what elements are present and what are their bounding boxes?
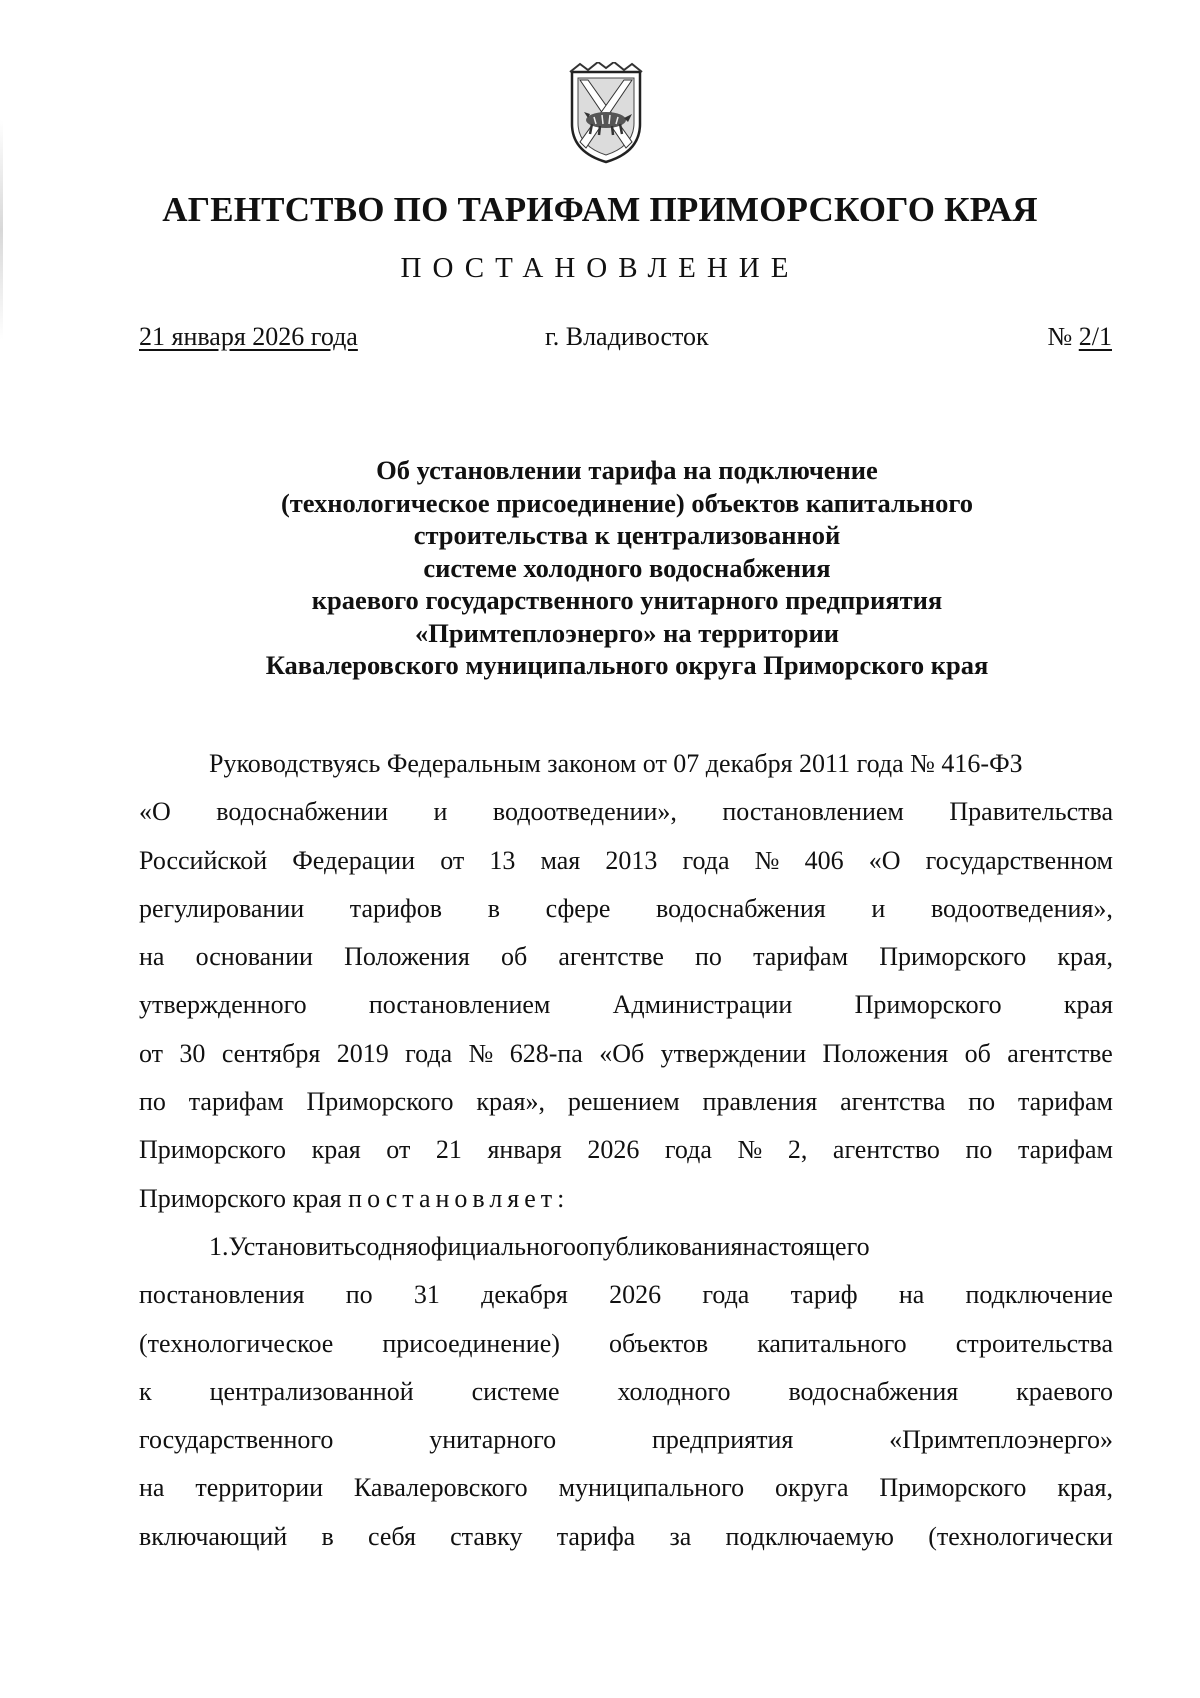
coat-of-arms-emblem (566, 62, 646, 166)
word: подключение (965, 1280, 1113, 1310)
word: Администрации (612, 990, 793, 1020)
word: муниципального (558, 1473, 745, 1503)
word: января (487, 1135, 562, 1165)
word: водоснабжения (656, 893, 826, 923)
word: по (695, 942, 722, 972)
word: края (311, 1135, 361, 1165)
word: края», (476, 1087, 545, 1117)
word: постановлением (722, 797, 904, 827)
word: водоотведении», (492, 797, 677, 827)
word: государственного (139, 1425, 334, 1455)
word: решением (567, 1087, 680, 1117)
word: от (139, 1038, 164, 1068)
subject-line: (технологическое присоединение) объектов капитального (280, 487, 974, 518)
word: Кавалеровского (353, 1473, 528, 1503)
word: от (386, 1135, 411, 1165)
word: себя (367, 1521, 416, 1551)
document-city: г. Владивосток (545, 322, 709, 351)
word: Приморского (879, 942, 1027, 972)
word: присоединение) (382, 1328, 560, 1358)
word: водоотведения», (930, 893, 1113, 923)
word: 31 (413, 1280, 440, 1310)
word: Приморского (306, 1087, 454, 1117)
word: Приморского (854, 990, 1002, 1020)
word: подключаемую (725, 1521, 894, 1551)
word: за (669, 1521, 692, 1551)
word: краевого (1016, 1376, 1113, 1406)
word: года (664, 1135, 712, 1165)
word: года (405, 1038, 453, 1068)
word: 1. (209, 1231, 229, 1261)
word: постановления (139, 1280, 305, 1310)
word: на (139, 942, 165, 972)
item1-line (139, 1223, 1113, 1271)
agency-title: АГЕНТСТВО ПО ТАРИФАМ ПРИМОРСКОГО КРАЯ (162, 190, 1038, 229)
word: мая (540, 845, 581, 875)
subject-line: краевого государственного унитарного предприятия (311, 585, 943, 615)
word: агентство (832, 1135, 940, 1165)
word: холодного (617, 1376, 731, 1406)
word: по (965, 1135, 993, 1165)
word: Установить (228, 1231, 355, 1261)
word: тарифам (188, 1087, 284, 1117)
word: тарифам (1017, 1087, 1113, 1117)
word: 2019 (336, 1038, 389, 1068)
word: официального (417, 1231, 576, 1261)
preamble-line (139, 981, 1113, 1029)
word: № (754, 845, 780, 875)
word: тарифам (753, 942, 849, 972)
word: агентстве (1007, 1038, 1113, 1068)
subject-line: Кавалеровского муниципального округа Приморского края (265, 650, 989, 680)
preamble-line (139, 1078, 1113, 1126)
word: по (139, 1087, 166, 1117)
word: включающий (139, 1521, 288, 1551)
word: 406 (804, 845, 844, 875)
word: декабря (481, 1280, 568, 1310)
resolve-word: постановляет: (348, 1183, 570, 1213)
item1-line (139, 1513, 1113, 1561)
word: утвержденного (139, 990, 307, 1020)
preamble-line: Руководствуясь Федеральным законом от 07 декабря 2011 года № 416-ФЗ (209, 749, 1023, 778)
word: 2013 (605, 845, 658, 875)
word: 2026 (609, 1280, 662, 1310)
word: 2026 (587, 1135, 640, 1165)
preamble-line (139, 933, 1113, 981)
word: строительства (955, 1328, 1113, 1358)
resolve-prefix: Приморского края (139, 1183, 342, 1213)
word: Правительства (949, 797, 1113, 827)
word: опубликования (575, 1231, 743, 1261)
word: 13 (489, 845, 516, 875)
word: от (440, 845, 465, 875)
word: 30 (179, 1038, 206, 1068)
word: основании (195, 942, 313, 972)
preamble-line (139, 1126, 1113, 1174)
preamble-line (139, 1030, 1113, 1078)
word: сентября (221, 1038, 321, 1068)
word: округа (775, 1473, 849, 1503)
word: 2, (787, 1135, 808, 1165)
item1-line (139, 1368, 1113, 1416)
preamble-line (139, 885, 1113, 933)
word: об (964, 1038, 991, 1068)
resolve-line (139, 1175, 1113, 1223)
number-value: 2/1 (1078, 322, 1112, 351)
word: 21 (435, 1135, 462, 1165)
item1-line (139, 1271, 1113, 1319)
document-type: ПОСТАНОВЛЕНИЕ (400, 252, 800, 284)
word: постановлением (368, 990, 551, 1020)
word: настоящего (742, 1231, 870, 1261)
word: территории (195, 1473, 324, 1503)
word: ставку (450, 1521, 523, 1551)
word: агентстве (558, 942, 664, 972)
word: Федерации (292, 845, 416, 875)
word: государственном (925, 845, 1113, 875)
item1-line (139, 1320, 1113, 1368)
word: тарифа (556, 1521, 636, 1551)
word: № (468, 1038, 494, 1068)
word: «Примтеплоэнерго» (889, 1425, 1113, 1455)
word: «Об (599, 1038, 645, 1068)
word: регулировании (139, 893, 305, 923)
word: года (702, 1280, 750, 1310)
word: № (737, 1135, 763, 1165)
word: тарифов (349, 893, 443, 923)
number-sign: № (1047, 322, 1073, 351)
scan-edge (0, 120, 3, 340)
word: в (321, 1521, 334, 1551)
word: Приморского (879, 1473, 1027, 1503)
word: в (487, 893, 500, 923)
word: водоснабжения (788, 1376, 959, 1406)
item1-line (139, 1416, 1113, 1464)
word: водоснабжении (216, 797, 388, 827)
word: Российской (139, 845, 268, 875)
word: (технологически (928, 1521, 1113, 1551)
word: об (500, 942, 528, 972)
word: края, (1057, 1473, 1113, 1503)
word: капитального (757, 1328, 907, 1358)
word: «О (868, 845, 901, 875)
word: централизованной (209, 1376, 414, 1406)
word: правления (702, 1087, 818, 1117)
document-subject (140, 454, 1114, 682)
word: и (433, 797, 448, 827)
document-body (139, 740, 1113, 1561)
word: тарифам (1017, 1135, 1113, 1165)
word: Приморского (139, 1135, 287, 1165)
word: со (354, 1231, 379, 1261)
document-number (1047, 322, 1112, 352)
item1-line (139, 1464, 1113, 1512)
word: на (139, 1473, 165, 1503)
word: по (968, 1087, 996, 1117)
preamble-line (139, 788, 1113, 836)
word: тариф (790, 1280, 858, 1310)
word: края, (1057, 942, 1113, 972)
word: дня (378, 1231, 418, 1261)
document-date: 21 января 2026 года (139, 322, 358, 351)
word: агентства (840, 1087, 946, 1117)
word: сфере (545, 893, 611, 923)
word: унитарного (429, 1425, 557, 1455)
word: на (898, 1280, 925, 1310)
word: «О (139, 797, 171, 827)
word: 628-па (509, 1038, 583, 1068)
word: утверждении (660, 1038, 807, 1068)
word: к (139, 1376, 152, 1406)
word: системе (471, 1376, 560, 1406)
word: предприятия (651, 1425, 794, 1455)
word: и (871, 893, 886, 923)
subject-line: «Примтеплоэнерго» на территории (415, 617, 839, 648)
word: (технологическое (139, 1328, 334, 1358)
word: объектов (608, 1328, 709, 1358)
word: Положения (822, 1038, 949, 1068)
subject-line: строительства к централизованной (413, 520, 841, 550)
subject-line: системе холодного водоснабжения (423, 552, 831, 583)
word: по (345, 1280, 373, 1310)
subject-line: Об установлении тарифа на подключение (376, 455, 878, 485)
word: края (1063, 990, 1113, 1020)
word: года (682, 845, 730, 875)
preamble-line (139, 837, 1113, 885)
word: Положения (344, 942, 470, 972)
